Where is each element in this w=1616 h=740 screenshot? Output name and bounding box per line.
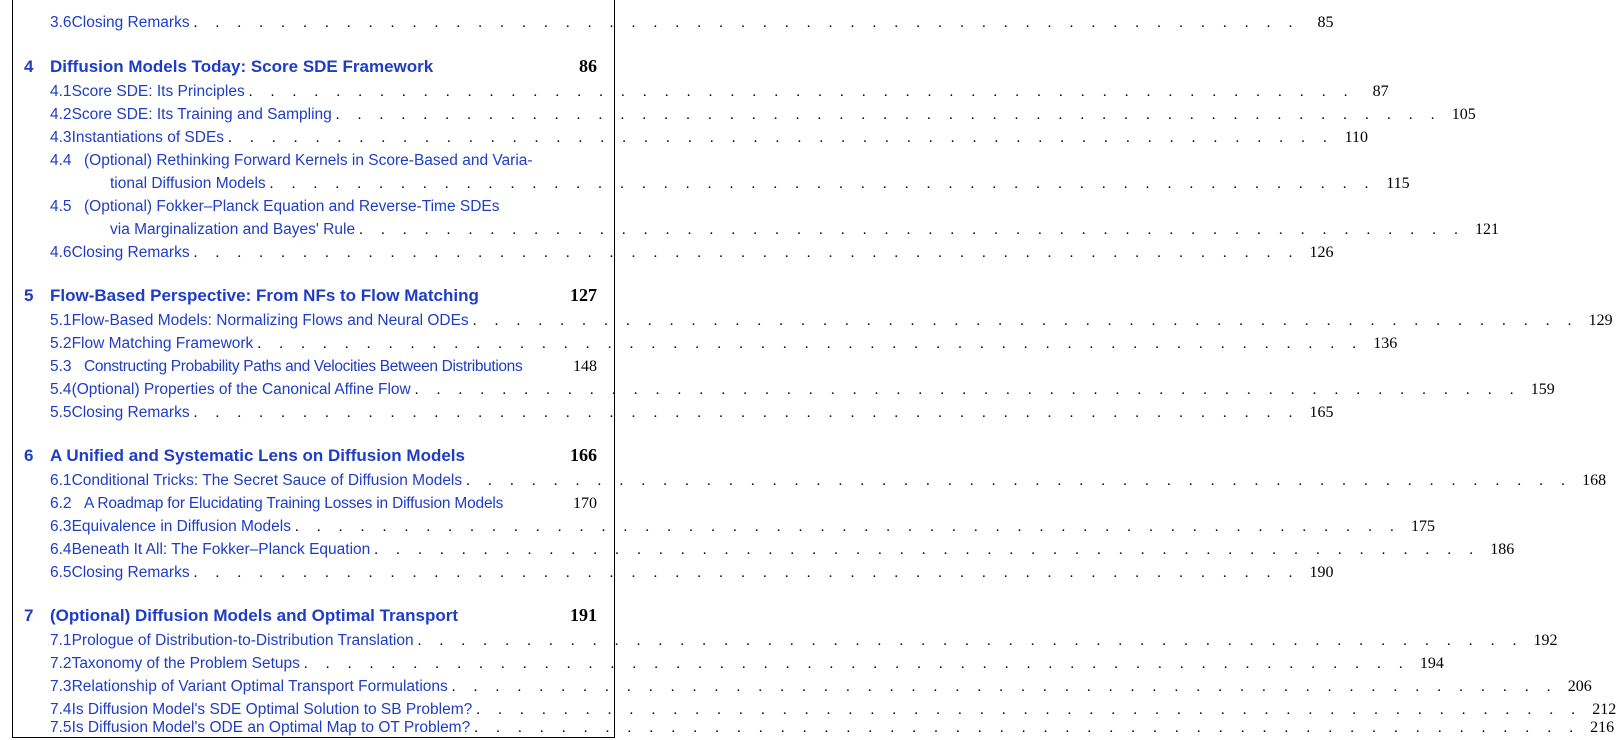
dot-leader: . . . . . . . . . . . . . . . . . . . . . . . . . . . . . . . . . . . . . . . . . . . . . . . . . . . (417, 633, 1524, 649)
section-title[interactable]: Prologue of Distribution-to-Distribution Translation (71, 632, 414, 649)
section-title[interactable]: A Roadmap for Elucidating Training Losses in Diffusion Models (84, 495, 504, 512)
section-number: 6.3 (50, 518, 72, 535)
section-title[interactable]: Relationship of Variant Optimal Transport Formulations (71, 678, 448, 695)
page-number: 175 (1410, 518, 1435, 535)
section-number: 6.4 (50, 541, 72, 558)
section-number: 5.1 (50, 312, 72, 329)
section-title[interactable]: Taxonomy of the Problem Setups (71, 655, 300, 672)
page-number: 159 (1530, 381, 1555, 398)
dot-leader: . . . . . . . . . . . . . . . . . . . . . . . . . . . . . . . . . . . . . . . . . . . . . . . . . . . (228, 130, 1335, 146)
dot-leader: . . . . . . . . . . . . . . . . . . . . . . . . . . . . . . . . . . . . . . . . . . . . . . . . . . . (466, 473, 1573, 489)
dot-leader: . . . . . . . . . . . . . . . . . . . . . . . . . . . . . . . . . . . . . . . . . . . . . . . . . . . (414, 382, 1521, 398)
section-title[interactable]: Constructing Probability Paths and Velocities Between Distributions (84, 358, 523, 375)
toc-entry-5-4[interactable] (24, 377, 1555, 399)
chapter-number: 6 (24, 446, 34, 465)
dot-leader: . . . . . . . . . . . . . . . . . . . . . . . . . . . . . . . . . . . . . . . . . . . . . . . . . . . (193, 245, 1300, 261)
page-number: 129 (1588, 312, 1613, 329)
page-number: 85 (1317, 14, 1334, 31)
chapter-title[interactable]: (Optional) Diffusion Models and Optimal Transport (50, 606, 458, 625)
toc-entry-4-1[interactable] (24, 79, 1389, 101)
page-number: 212 (1592, 701, 1616, 718)
section-number: 4.6 (50, 244, 72, 261)
toc-entry-6-4[interactable] (24, 537, 1515, 559)
section-title-continued[interactable]: via Marginalization and Bayes' Rule (110, 221, 356, 238)
page-number: 191 (570, 605, 597, 625)
page-number: 168 (1582, 472, 1607, 489)
section-title[interactable]: Closing Remarks (71, 14, 190, 31)
toc-entry-6-5[interactable] (24, 560, 1334, 582)
dot-leader: . . . . . . . . . . . . . . . . . . . . . . . . . . . . . . . . . . . . . . . . . . . . . . . . . . . (472, 313, 1579, 329)
page-number: 216 (1590, 719, 1615, 736)
section-number: 5.3 (50, 358, 72, 375)
toc-entry-5-2[interactable] (24, 331, 1398, 353)
section-number: 4.4 (50, 152, 72, 169)
chapter-title[interactable]: A Unified and Systematic Lens on Diffusion Models (50, 446, 465, 465)
page-number: 105 (1451, 106, 1476, 123)
toc-chapter-5[interactable] (24, 284, 597, 306)
section-number: 4.5 (50, 198, 72, 215)
dot-leader: . . . . . . . . . . . . . . . . . . . . . . . . . . . . . . . . . . . . . . . . . . . . . . . . . . . (451, 679, 1558, 695)
page-number: 87 (1372, 83, 1389, 100)
section-title[interactable]: Score SDE: Its Principles (71, 83, 245, 100)
dot-leader: . . . . . . . . . . . . . . . . . . . . . . . . . . . . . . . . . . . . . . . . . . . . . . . . . . . (474, 720, 1581, 736)
page-number: 190 (1309, 564, 1334, 581)
toc-entry-4-3[interactable] (24, 125, 1369, 147)
section-title[interactable]: Beneath It All: The Fokker–Planck Equation (71, 541, 371, 558)
section-number: 7.2 (50, 655, 72, 672)
section-number: 3.6 (50, 14, 72, 31)
section-number: 6.1 (50, 472, 72, 489)
section-number: 5.5 (50, 404, 72, 421)
section-number: 4.1 (50, 83, 72, 100)
dot-leader: . . . . . . . . . . . . . . . . . . . . . . . . . . . . . . . . . . . . . . . . . . . . . . . . . . . (248, 84, 1355, 100)
toc-chapter-6[interactable] (24, 444, 597, 466)
page-number: 126 (1309, 244, 1334, 261)
page-number: 194 (1419, 655, 1444, 672)
dot-leader: . . . . . . . . . . . . . . . . . . . . . . . . . . . . . . . . . . . . . . . . . . . . . . . . . . . (269, 176, 1376, 192)
section-title[interactable]: Closing Remarks (71, 244, 190, 261)
dot-leader: . . . . . . . . . . . . . . . . . . . . . . . . . . . . . . . . . . . . . . . . . . . . . . . . . . . (476, 702, 1583, 718)
toc-entry-4-2[interactable] (24, 102, 1476, 124)
toc-entry-6-3[interactable] (24, 514, 1435, 536)
toc-entry-6-1[interactable] (24, 468, 1607, 490)
page-number: 86 (579, 56, 597, 76)
page-number: 115 (1386, 175, 1410, 192)
toc-entry-5-1[interactable] (24, 308, 1613, 330)
page-number: 186 (1490, 541, 1515, 558)
section-title[interactable]: (Optional) Fokker–Planck Equation and Reverse-Time SDEs (84, 198, 500, 215)
section-number: 5.4 (50, 381, 72, 398)
dot-leader: . . . . . . . . . . . . . . . . . . . . . . . . . . . . . . . . . . . . . . . . . . . . . . . . . . . (303, 656, 1410, 672)
page-number: 170 (573, 495, 597, 512)
section-title[interactable]: Closing Remarks (71, 564, 190, 581)
section-title[interactable]: Flow-Based Models: Normalizing Flows and Neural ODEs (71, 312, 469, 329)
toc-entry-7-1[interactable] (24, 628, 1558, 650)
toc-entry-5-5[interactable] (24, 400, 1334, 422)
dot-leader: . . . . . . . . . . . . . . . . . . . . . . . . . . . . . . . . . . . . . . . . . . . . . . . . . . . (335, 107, 1442, 123)
toc-entry-4-4-continued[interactable] (84, 171, 1410, 193)
section-number: 7.4 (50, 701, 72, 718)
toc-entry-4-6[interactable] (24, 240, 1334, 262)
page-number: 192 (1533, 632, 1558, 649)
section-title[interactable]: Flow Matching Framework (71, 335, 254, 352)
toc-entry-3-6[interactable] (24, 10, 1334, 32)
dot-leader: . . . . . . . . . . . . . . . . . . . . . . . . . . . . . . . . . . . . . . . . . . . . . . . . . . . (193, 405, 1300, 421)
toc-entry-5-3[interactable] (24, 354, 597, 376)
dot-leader: . . . . . . . . . . . . . . . . . . . . . . . . . . . . . . . . . . . . . . . . . . . . . . . . . . . (294, 519, 1401, 535)
chapter-title[interactable]: Flow-Based Perspective: From NFs to Flow Matching (50, 286, 479, 305)
toc-entry-4-4[interactable] (24, 148, 597, 170)
page-number: 110 (1344, 129, 1369, 146)
toc-entry-4-5[interactable] (24, 194, 597, 216)
section-title[interactable]: Instantiations of SDEs (71, 129, 225, 146)
toc-entry-7-5[interactable] (24, 715, 1615, 737)
dot-leader: . . . . . . . . . . . . . . . . . . . . . . . . . . . . . . . . . . . . . . . . . . . . . . . . . . . (193, 565, 1300, 581)
section-title[interactable]: Conditional Tricks: The Secret Sauce of Diffusion Models (71, 472, 463, 489)
dot-leader: . . . . . . . . . . . . . . . . . . . . . . . . . . . . . . . . . . . . . . . . . . . . . . . . . . . (193, 15, 1300, 31)
dot-leader: . . . . . . . . . . . . . . . . . . . . . . . . . . . . . . . . . . . . . . . . . . . . . . . . . . . (359, 222, 1466, 238)
toc-entry-6-2[interactable] (24, 491, 597, 513)
section-number: 7.3 (50, 678, 72, 695)
section-title[interactable]: (Optional) Properties of the Canonical Affine Flow (71, 381, 411, 398)
chapter-number: 5 (24, 286, 34, 305)
section-title-continued[interactable]: tional Diffusion Models (110, 175, 266, 192)
section-title[interactable]: Score SDE: Its Training and Sampling (71, 106, 332, 123)
section-title[interactable]: Equivalence in Diffusion Models (71, 518, 291, 535)
section-title[interactable]: Is Diffusion Model's SDE Optimal Solution to SB Problem? (71, 701, 473, 718)
toc-chapter-4[interactable] (24, 55, 597, 77)
page-number: 206 (1567, 678, 1592, 695)
page-number: 165 (1309, 404, 1334, 421)
section-number: 4.3 (50, 129, 72, 146)
dot-leader: . . . . . . . . . . . . . . . . . . . . . . . . . . . . . . . . . . . . . . . . . . . . . . . . . . . (257, 336, 1364, 352)
toc-entry-7-2[interactable] (24, 651, 1444, 673)
page-number: 121 (1475, 221, 1500, 238)
section-number: 6.2 (50, 495, 72, 512)
chapter-title[interactable]: Diffusion Models Today: Score SDE Framework (50, 57, 434, 76)
chapter-number: 7 (24, 606, 34, 625)
section-title[interactable]: Is Diffusion Model's ODE an Optimal Map to OT Problem? (71, 719, 471, 736)
dot-leader: . . . . . . . . . . . . . . . . . . . . . . . . . . . . . . . . . . . . . . . . . . . . . . . . . . . (374, 542, 1481, 558)
section-title[interactable]: (Optional) Rethinking Forward Kernels in Score-Based and Varia- (84, 152, 533, 169)
section-number: 7.1 (50, 632, 72, 649)
toc-entry-7-3[interactable] (24, 674, 1592, 696)
section-number: 6.5 (50, 564, 72, 581)
section-number: 5.2 (50, 335, 72, 352)
section-number: 4.2 (50, 106, 72, 123)
toc-entry-4-5-continued[interactable] (84, 217, 1500, 239)
toc-chapter-7[interactable] (24, 604, 597, 626)
chapter-number: 4 (24, 57, 34, 76)
page-number: 136 (1373, 335, 1398, 352)
page-number: 166 (570, 445, 597, 465)
section-title[interactable]: Closing Remarks (71, 404, 190, 421)
page-number: 127 (570, 285, 597, 305)
page-number: 148 (573, 358, 597, 375)
section-number: 7.5 (50, 719, 72, 736)
